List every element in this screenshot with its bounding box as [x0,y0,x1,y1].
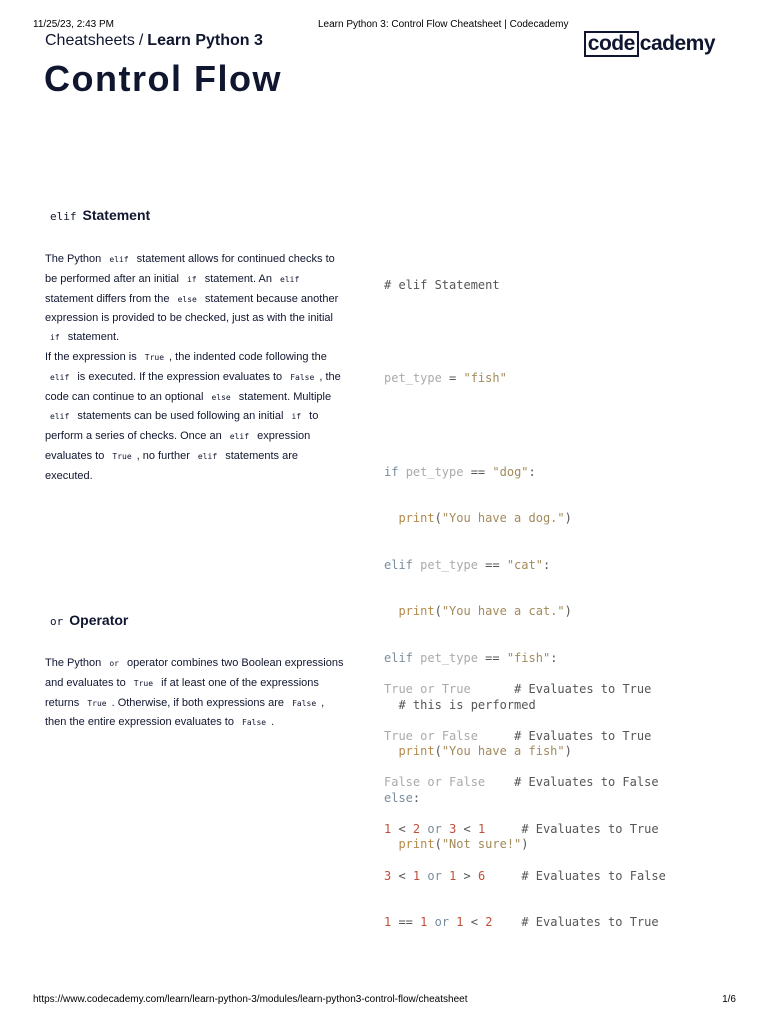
code-comment: # Evaluates to False [521,868,666,883]
code-keyword: or [420,775,450,790]
code-line [384,818,666,841]
code-keyword: or [427,915,457,930]
code-keyword: or [420,822,450,837]
print-document-title: Learn Python 3: Control Flow Cheatsheet | Codecademy [318,19,569,30]
code-string: "Not sure!" [441,837,522,852]
code-operator: = [441,371,464,386]
text: . [271,716,275,729]
code-variable: pet_type [405,464,464,479]
inline-code: elif [50,372,70,382]
code-literal: False [449,775,486,790]
text: , the code can continue to an optional [45,370,341,403]
code-punct: ) [564,744,572,759]
inline-code: if [291,412,302,422]
code-keyword: or [412,682,442,697]
code-punct: : [542,557,551,572]
codecademy-logo[interactable] [584,31,715,57]
code-line [384,725,666,748]
code-operator: < [463,915,486,930]
code-punct: : [528,464,536,479]
code-line [384,554,572,577]
code-punct: : [412,790,421,805]
footer-page-number: 1/6 [722,994,736,1005]
code-punct: : [550,651,558,666]
code-function: print [398,511,435,526]
inline-code: True [133,678,154,688]
or-code-block [384,655,666,958]
code-string: "cat" [506,557,543,572]
section-heading-elif [50,207,150,223]
code-operator: == [391,915,421,930]
code-operator: < [391,822,413,837]
code-number: 1 [384,822,392,837]
code-number: 1 [420,915,428,930]
code-literal: True [384,728,413,743]
code-string: "You have a cat." [441,604,565,619]
text: to perform a series of checks. Once an [45,410,319,443]
code-comment: # this is performed [398,697,536,712]
code-punct: ( [434,604,442,619]
code-operator: < [456,822,478,837]
text: if at least one of the expressions returns [45,676,319,709]
code-line [384,274,572,297]
code-literal: True [441,682,471,697]
code-keyword: or [420,868,450,883]
code-variable: pet_type [420,651,478,666]
text: If the expression is [45,350,137,363]
code-string: "dog" [492,464,529,479]
logo-boxed-text: code [584,31,639,57]
code-number: 1 [456,915,464,930]
code-function: print [398,604,435,619]
code-number: 6 [477,868,486,883]
text: , then the entire expression evaluates to [45,696,325,729]
code-keyword: else [384,790,413,805]
inline-code: elif [197,451,218,461]
code-comment: # Evaluates to True [521,822,659,837]
code-punct: ) [521,837,529,852]
code-line [384,367,572,390]
text: statement. [67,331,120,344]
text: statement. An [204,272,272,285]
inline-code: or [109,659,119,668]
inline-code: True [144,352,165,362]
code-literal: False [384,775,421,790]
text: statements can be used following an initial [77,410,284,423]
breadcrumb-course-link[interactable]: Learn Python 3 [147,32,263,49]
code-string: "You have a fish" [441,744,565,759]
code-line [384,507,572,530]
code-number: 3 [449,822,457,837]
code-keyword: or [412,728,442,743]
code-literal: False [441,728,478,743]
code-operator: == [477,557,507,572]
code-punct: ) [564,604,572,619]
print-datetime: 11/25/23, 2:43 PM [33,19,114,30]
code-comment: # elif Statement [384,278,500,293]
code-spacing [471,682,514,696]
code-string: "fish" [506,651,551,666]
code-keyword: elif [384,651,421,666]
inline-code: False [290,372,315,382]
elif-description [45,250,345,486]
code-operator: < [391,868,413,883]
code-number: 2 [485,915,493,930]
code-line [384,865,666,888]
inline-code: elif [109,255,129,264]
code-line-blank [384,321,572,344]
breadcrumb-cheatsheets-link[interactable]: Cheatsheets [45,32,135,49]
code-number: 1 [449,868,457,883]
code-line [384,771,666,794]
code-spacing [485,869,521,883]
code-spacing [485,822,521,836]
inline-code: elif [229,432,250,442]
code-punct: ( [434,511,442,526]
code-operator: == [477,651,507,666]
code-line [384,600,572,623]
text: statement. Multiple [238,390,332,403]
text: is executed. If the expression evaluates to [77,370,283,383]
text: operator combines two Boolean expressions and evaluates to [45,657,344,689]
code-spacing [492,915,521,929]
text: , no further [136,449,190,462]
inline-code: elif [280,274,300,284]
text: , the indented code following the [169,350,327,363]
inline-code: True [87,698,107,708]
heading-title: Statement [82,207,151,223]
text: statement differs from the [45,292,170,305]
code-spacing [485,775,514,789]
breadcrumb [45,32,263,50]
code-comment: # Evaluates to True [514,728,652,743]
text: The Python [45,253,102,265]
code-keyword: if [384,464,406,479]
text: The Python [45,657,102,669]
breadcrumb-separator: / [138,32,144,49]
code-number: 3 [384,868,392,883]
code-keyword: elif [384,557,421,572]
section-heading-or [50,612,128,628]
code-comment: # Evaluates to True [521,915,659,930]
page-title: Control Flow [44,58,282,99]
inline-code: False [292,698,317,708]
code-function: print [398,837,435,852]
inline-code: elif [50,412,70,422]
logo-text: cademy [639,32,715,55]
inline-code: True [112,451,132,461]
code-operator: == [463,464,493,479]
elif-paragraph-2 [45,348,345,486]
inline-code: else [177,294,197,304]
code-punct: ( [434,837,442,852]
code-string: "fish" [463,371,507,386]
code-spacing [478,729,514,743]
heading-title: Operator [69,612,129,628]
inline-code: False [242,718,267,728]
code-variable: pet_type [420,557,478,572]
code-punct: ( [434,744,442,759]
inline-code: else [211,392,231,402]
code-comment: # Evaluates to True [514,682,652,697]
inline-code: if [50,333,60,343]
footer-url: https://www.codecademy.com/learn/learn-python-3/modules/learn-python3-control-flow/cheatsheet [33,994,468,1005]
code-number: 2 [412,822,421,837]
text: . Otherwise, if both expressions are [111,696,284,709]
text: statement allows for continued checks to be performed after an initial [45,253,335,285]
code-operator: > [456,868,478,883]
heading-keyword: elif [50,210,77,223]
code-number: 1 [384,915,392,930]
code-comment: # Evaluates to False [514,775,659,790]
code-function: print [398,744,435,759]
code-line-blank [384,414,572,437]
code-line [384,678,666,701]
code-line [384,911,666,934]
inline-code: if [186,274,197,284]
text: statements are executed. [45,449,299,482]
or-description [45,654,345,733]
heading-keyword: or [50,615,64,628]
code-variable: pet_type [384,371,442,386]
elif-paragraph-1 [45,250,345,348]
code-number: 1 [412,868,421,883]
code-number: 1 [477,822,486,837]
code-literal: True [384,682,413,697]
text: statement because another expression is provided to be checked, just as with the initial [45,292,339,325]
text: expression evaluates to [45,430,311,462]
code-string: "You have a dog." [441,511,565,526]
code-punct: ) [564,511,572,526]
code-line [384,461,572,484]
